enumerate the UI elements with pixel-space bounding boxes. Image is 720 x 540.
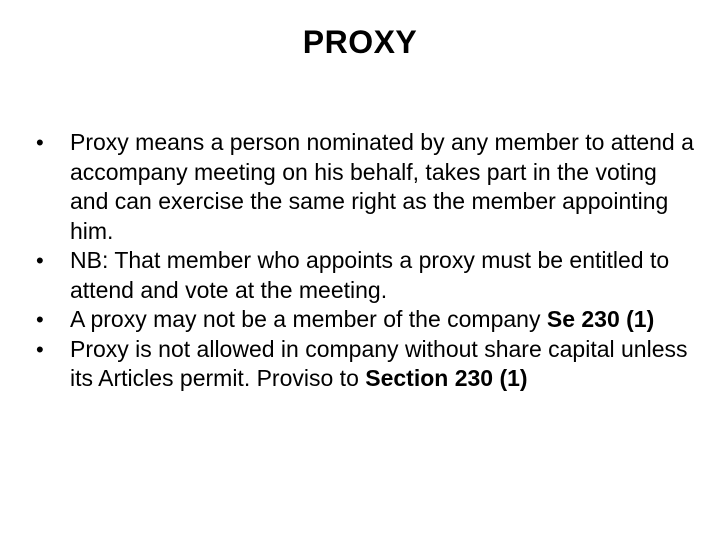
bullet-text: A proxy may not be a member of the company bbox=[70, 306, 547, 332]
bullet-item-proxy-membership bbox=[36, 305, 696, 335]
bullet-point-icon: • bbox=[36, 307, 44, 332]
bullet-item-nb-entitlement bbox=[36, 246, 696, 305]
bullet-point-icon: • bbox=[36, 248, 44, 273]
section-reference: Section 230 (1) bbox=[365, 365, 528, 391]
slide-title: PROXY bbox=[302, 24, 418, 60]
bullet-list bbox=[36, 128, 696, 394]
bullet-text: Proxy means a person nominated by any member to attend a accompany meeting on his behalf, takes part in the voting and can exercise the same right as the member appointing him. bbox=[70, 129, 694, 244]
bullet-point-icon: • bbox=[36, 336, 44, 362]
section-reference: Se 230 (1) bbox=[546, 306, 655, 332]
bullet-text: Proxy is not allowed in company without share capital unless its Articles permit. Proviso to bbox=[70, 335, 688, 391]
bullet-point-icon: • bbox=[36, 130, 44, 155]
bullet-text: NB: That member who appoints a proxy must be entitled to attend and vote at the meeting. bbox=[70, 247, 670, 303]
bullet-item-proxy-definition bbox=[36, 128, 696, 246]
bullet-item-share-capital bbox=[36, 335, 696, 394]
